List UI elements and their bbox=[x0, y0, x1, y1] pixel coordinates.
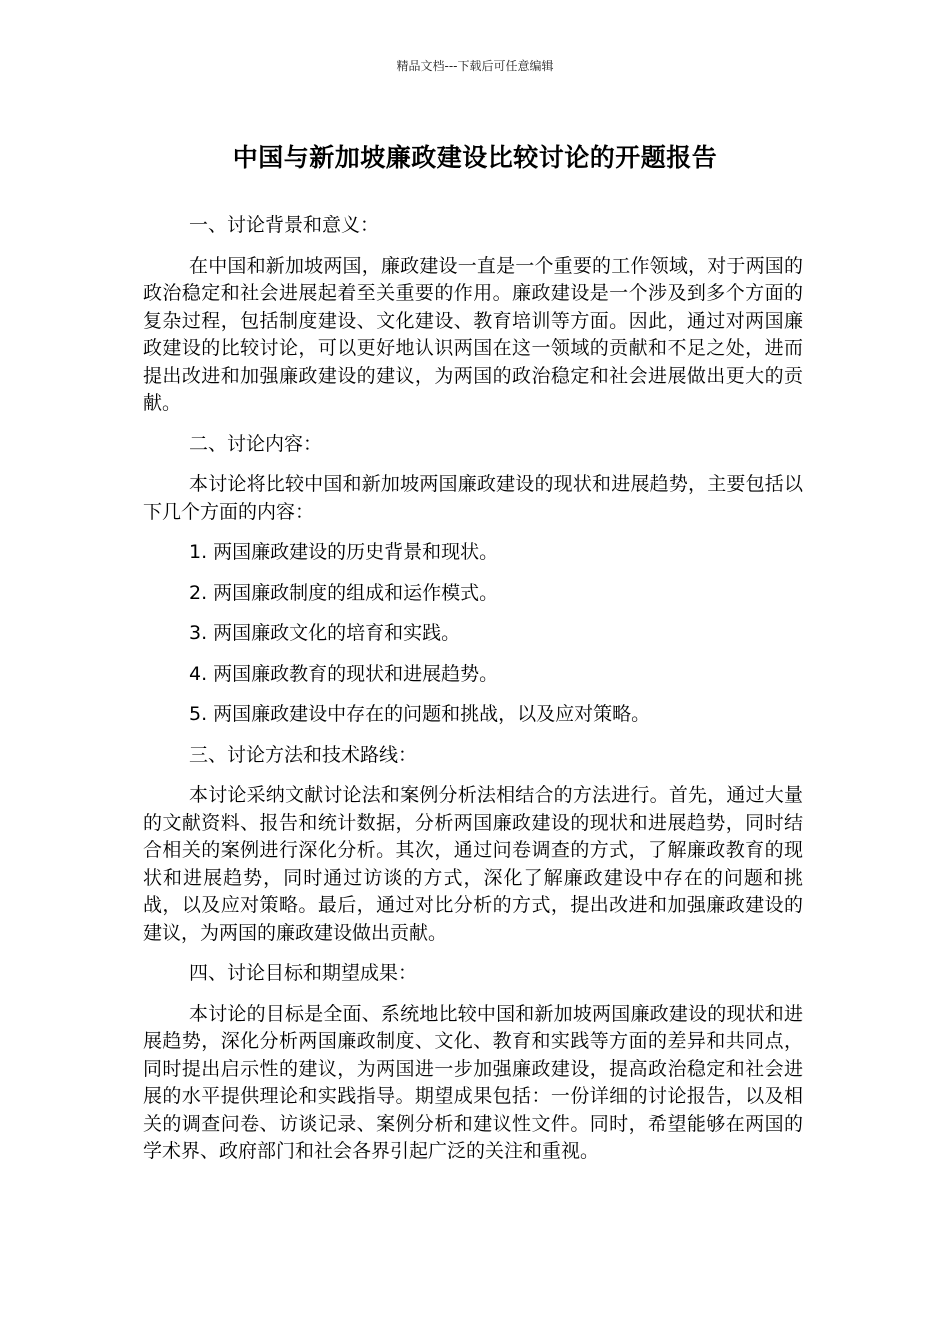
section-3-paragraph: 本讨论采纳文献讨论法和案例分析法相结合的方法进行。首先，通过大量的文献资料、报告和统计数据，分析两国廉政建设的现状和进展趋势，同时结合相关的案例进行深化分析。其次，通过问卷调查的方式，了解廉政教育的现状和进展趋势，同时通过访谈的方式，深化了解廉政建设中存在的问题和挑战，以及应对策略。最后，通过对比分析的方式，提出改进和加强廉政建设的建议，为两国的廉政建设做出贡献。 bbox=[143, 784, 803, 944]
section-2-paragraph: 本讨论将比较中国和新加坡两国廉政建设的现状和进展趋势，主要包括以下几个方面的内容： bbox=[143, 473, 803, 523]
document-body bbox=[143, 212, 803, 1179]
section-4-paragraph: 本讨论的目标是全面、系统地比较中国和新加坡两国廉政建设的现状和进展趋势，深化分析两国廉政制度、文化、教育和实践等方面的差异和共同点，同时提出启示性的建议，为两国进一步加强廉政建设，提高政治稳定和社会进展的水平提供理论和实践指导。期望成果包括：一份详细的讨论报告，以及相关的调查问卷、访谈记录、案例分析和建议性文件。同时，希望能够在两国的学术界、政府部门和社会各界引起广泛的关注和重视。 bbox=[143, 1002, 803, 1162]
list-item: 3. 两国廉政文化的培育和实践。 bbox=[189, 622, 461, 644]
section-3-heading: 三、讨论方法和技术路线： bbox=[189, 743, 418, 766]
document-title: 中国与新加坡廉政建设比较讨论的开题报告 bbox=[232, 143, 718, 172]
list-item: 1. 两国廉政建设的历史背景和现状。 bbox=[189, 541, 499, 563]
header-note: 精品文档---下载后可任意编辑 bbox=[396, 59, 554, 73]
section-1-heading: 一、讨论背景和意义： bbox=[189, 214, 380, 236]
section-4-heading: 四、讨论目标和期望成果： bbox=[189, 962, 418, 984]
section-2-heading: 二、讨论内容： bbox=[189, 432, 323, 455]
list-item: 2. 两国廉政制度的组成和运作模式。 bbox=[189, 581, 499, 604]
list-item: 5. 两国廉政建设中存在的问题和挑战，以及应对策略。 bbox=[189, 703, 651, 725]
list-item: 4. 两国廉政教育的现状和进展趋势。 bbox=[189, 662, 499, 685]
section-1-paragraph: 在中国和新加坡两国，廉政建设一直是一个重要的工作领域，对于两国的政治稳定和社会进展起着至关重要的作用。廉政建设是一个涉及到多个方面的复杂过程，包括制度建设、文化建设、教育培训等方面。因此，通过对两国廉政建设的比较讨论，可以更好地认识两国在这一领域的贡献和不足之处，进而提出改进和加强廉政建设的建议，为两国的政治稳定和社会进展做出更大的贡献。 bbox=[143, 254, 803, 414]
